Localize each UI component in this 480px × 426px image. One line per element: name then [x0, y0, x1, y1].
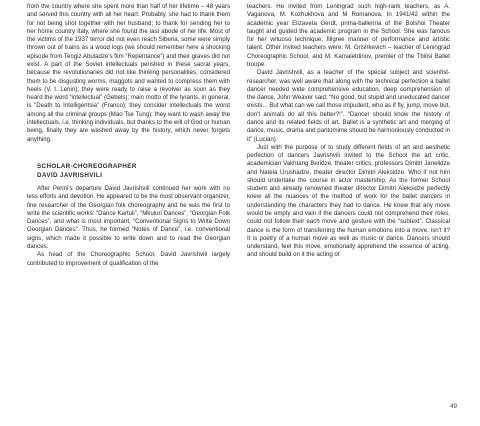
paragraph: from the country where she spent more than half of her lifetime – 48 years and served this country with all her heart. Probably, she had to thank them for not being shot together with her husband; to thank for sending her to her home country Italy, where she found the last abode of her life. Most of the victims of the 1937 terror did not even reach Siberia, some were simply thrown out of trains as a wood logs (we should remember here a shocking episode from Tengiz Abuladze's film “Repentance”) and their graves did not exist. A part of the Soviet intellectuals perished in these sacral years, because the revolutionaries did not like thinking personalities, considered them to be disgusting worms, maggots and wanted to compress them with heels (V. I. Lenin); they were ready to raise a revolver as soon as they heard the word “intellectual” (Gebels); main motto of the tyrants, in general, is “Death to Intelligentsia” (Franco); they consider intellectuals the worst among all the criminal groups (Mao Tse Tung); they want to wash away the intellectuals, i.e. thinking individuals, but thanks to the will of God or human being, finally they are washed away by the history, which never forgets anything.: [27, 3, 230, 143]
section-heading: [37, 162, 230, 181]
paragraph: David Javrishvili, as a teacher of the special subject and scientist-researcher, was well aware that along with the technical perfection a ballet dancer needed wide comprehensive education, deep comprehension of the dance. John Weaver said: “No good, but stupid and uneducated dancer exists... But what can we call those impudent, who as if fly, jump, move but, don't animals do all this better?!”. “Dancer should know the history of dance and its related fields of art. Ballet is a synthetic art and merging of dance, music, drama and pantomime should be harmoniously conducted in it” (Lucian).: [247, 69, 450, 143]
paragraph: After Perini's departure David Javrishvili continued her work with no less efforts and devotion. He appeared to be the most observant organizer, fine researcher of the Georgian folk choreography and he was the first to write the scientific works: “Dance Kartuli”, “Mkuluri Dances”, “Georgian Folk Dances”, and what is most important, “Conventional Signs to Write Down Georgian Dances”. Thus, he formed “Notes of Dance”, i.e. conventional signs, which made it possible to write down and to read the Georgian dances.: [27, 184, 230, 250]
right-column: [247, 3, 450, 260]
section-heading-line-2: DAVID JAVRISHVILI: [37, 172, 103, 180]
paragraph: Just with the purpose of to study different fields of art and aesthetic perfection of dancers Javrishvili invited to the School the art critic, academician Vakhtang Beridze, theater critics, professors Dimitri Janelidze and Natela Urushadze, theater director Dimitri Aleksidze. Who if not him should undertake the course in actor mastership. As the former School student and already renowned theater director Dimitri Aleksidze perfectly knew all the nuances of the method of work for the ballet dancers in understanding the characters they had to dance. He knew that any move would be empty and vain if the dancers could not comprehend their roles, could not follow their each move and gesture with the “subtext”. Classical dance is the form of transferring the human emotions into a move, isn't it? It is poetry of a human move as well as music or dance. Dancers should understand, feel this move, emotionally apprehend the essence of acting, and should build on it the acting of: [247, 143, 450, 259]
paragraph: As head of the Choreographic School, David Javrishvili largely contributed to improvement of qualification of the: [27, 251, 230, 267]
section-heading-line-1: SCHOLAR-CHOREOGRAPHER: [37, 162, 137, 170]
page-number: 49: [450, 403, 458, 410]
paragraph: teachers. He invited from Leningrad such high-rank teachers, as A. Vaganova, M. Kozhukhova and M Romanova. In 1941/42 within the academic year Elizaveta Gerdt, prima-ballerina of the Bolshoi Theater taught and guided the academic program in the School. She was famous for her virtuoso technique, filigree manner of performance and artistic talent. Other invited teachers were: M. Grishkevich – teacher of Leningrad Choreographic School, and M. Kamaletdinov, premier of the Tbilisi Ballet troupe.: [247, 3, 450, 68]
left-column: [27, 3, 230, 268]
